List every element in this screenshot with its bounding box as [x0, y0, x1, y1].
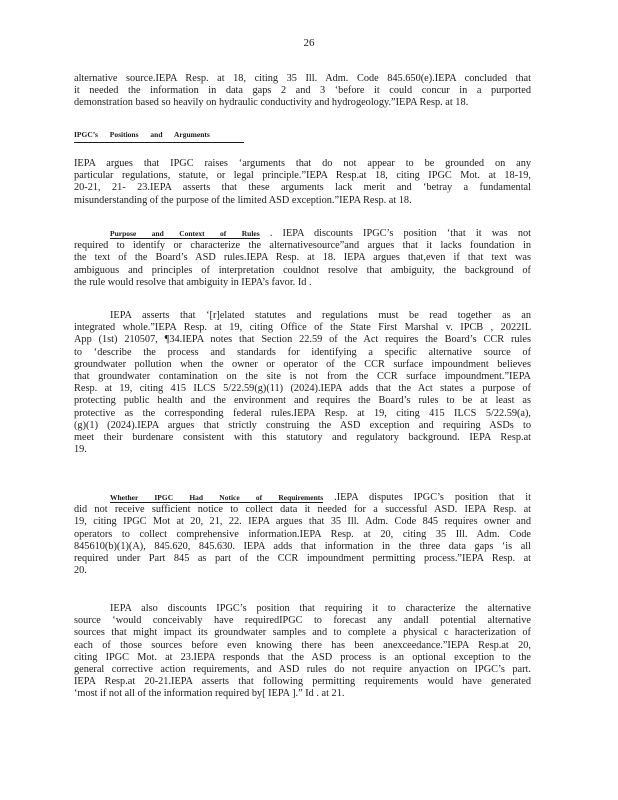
text-line: (g)(1) (2024).IEPA argues that strictly construing the ASD exception and requiring ASDs to: [74, 419, 531, 431]
text-line: citing IPGC Mot. at 23.IEPA responds that the ASD process is an optional exception to the: [74, 651, 531, 663]
text-line: IEPA asserts that ‘[r]elated statutes and regulations must be read together as an: [110, 310, 531, 321]
text-line: 19, citing IPGC Mot at 20, 21, 22. IEPA argues that 35 Ill. Adm. Code 845 requires owner and: [74, 516, 531, 528]
text-line: groundwater pollution when the owner or operator of the CCR surface impoundment believes: [74, 358, 531, 370]
text-line: general corrective action requirements, and ASD rules do not require anyaction on IPGC’s part.: [74, 664, 531, 676]
text-line: to ‘describe the process and standards for identifying a specific alternative source of: [74, 346, 531, 358]
text-line: alternative source.IEPA Resp. at 18, citing 35 Ill. Adm. Code 845.650(e).IEPA concluded that: [74, 73, 531, 84]
text-line: operators to collect comprehensive information.IEPA Resp. at 20, citing 35 Ill. Adm. Code: [74, 528, 531, 540]
text-line: protecting public health and the environment and requires the Board’s rules to be at least as: [74, 395, 531, 407]
text-line: 20-21, 21- 23.IEPA asserts that these arguments lack merit and ‘betray a fundamental: [74, 182, 531, 194]
text-line: App (1st) 210507, ¶34.IEPA notes that Section 22.59 of the Act requires the Board’s CCR rules: [74, 334, 531, 346]
text-line: misunderstanding of the purpose of the limited ASD exception.”IEPA Resp. at 18.: [74, 194, 412, 206]
text-fragment: .IEPA disputes IPGC’s position that it: [334, 492, 531, 503]
paragraph-2: [74, 158, 531, 207]
text-line: IEPA Resp.at 20-21.IEPA asserts that following permitting requirements would have generated: [74, 676, 531, 688]
text-line: sources that might impact its groundwater samples and to complete a physical c haracterization of: [74, 627, 531, 639]
text-fragment: . IEPA discounts IPGC’s position ‘that it was not: [269, 228, 531, 239]
paragraph-1: [74, 73, 531, 110]
text-line: 845610(b)(1)(A), 845.620, 845.630. IEPA adds that information in the three data gaps ‘is all: [74, 540, 531, 552]
text-line: ‘most if not all of the information required by[ IEPA ].” Id . at 21.: [74, 688, 345, 700]
text-line: required under Part 845 as part of the CCR impoundment permitting process.”IEPA Resp. at: [74, 553, 531, 565]
paragraph-4: [74, 310, 531, 456]
text-line: 20.: [74, 565, 87, 577]
text-line: the rule would resolve that ambiguity in IEPA’s favor. Id .: [74, 276, 312, 288]
text-line: IEPA argues that IPGC raises ‘arguments that do not appear to be grounded on any: [74, 158, 531, 169]
text-line: 19.: [74, 444, 87, 456]
text-line: Resp. at 19, citing 415 ILCS 5/22.59(g)(11) (2024).IEPA adds that the Act states a purpose of: [74, 383, 531, 395]
text-line: ambiguous and principles of interpretation couldnot resolve that ambiguity, the background of: [74, 264, 531, 276]
text-line: that groundwater contamination on the site is not from the CCR surface impoundment.”IEPA: [74, 371, 531, 383]
text-line: required to identify or characterize the alternativesource”and argues that it lacks foundation in: [74, 240, 531, 252]
paragraph-3: [74, 228, 531, 289]
subheading-notice: Whether IPGC Had Notice of Requirements: [110, 493, 324, 502]
paragraph-6: [74, 603, 531, 701]
page-number: 26: [303, 37, 315, 49]
text-line: each of those sources before even knowing there has been anexceedance.”IEPA Resp.at 20,: [74, 639, 531, 651]
text-line: protective as the corresponding federal rules.IEPA Resp. at 19, citing 415 ILCS 5/22.59(a),: [74, 407, 531, 419]
text-line: it needed the information in data gaps 2 and 3 ‘before it could concur in a purported: [74, 85, 531, 97]
subheading-purpose: Purpose and Context of Rules: [110, 229, 260, 238]
text-line: meet their burdenare consistent with this statutory and regulatory background. IEPA Resp.at: [74, 432, 531, 444]
text-line: did not receive sufficient notice to collect data it needed for a successful ASD. IEPA Resp. at: [74, 504, 531, 516]
section-heading: IPGC’s Positions and Arguments: [74, 129, 244, 143]
paragraph-5: [74, 492, 531, 577]
text-line: particular regulations, statute, or legal principle.”IEPA Resp.at 18, citing IPGC Mot. at 18-19,: [74, 170, 531, 182]
text-line: IEPA also discounts IPGC’s position that requiring it to characterize the alternative: [110, 603, 531, 614]
text-line: source ‘would conceivably have requiredIPGC to forecast any andall potential alternative: [74, 615, 531, 627]
text-line: integrated whole.”IEPA Resp. at 19, citing Office of the State First Marshal v. IPCB , 2022IL: [74, 322, 531, 334]
text-line: demonstration based so heavily on hydraulic conductivity and hydrogeology.”IEPA Resp. at 18.: [74, 97, 469, 109]
text-line: the text of the Board’s ASD rules.IEPA Resp. at 18. IEPA argues that,even if that text was: [74, 252, 531, 264]
